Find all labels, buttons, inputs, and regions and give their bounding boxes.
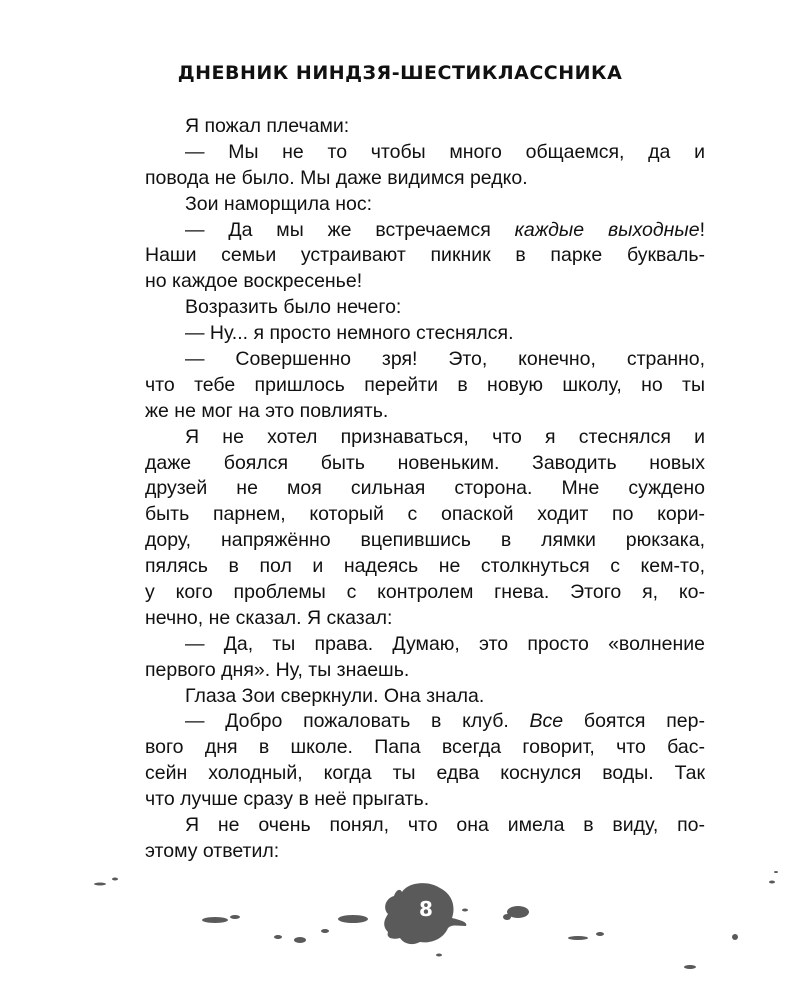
text-run: ! [699,218,705,241]
text-run: же не мог на это повлиять. [145,399,389,422]
page-number: 8 [419,897,433,921]
text-run: Глаза Зои сверкнули. Она знала. [185,684,485,707]
text-line [145,218,705,244]
text-run: Зои наморщила нос: [185,192,373,215]
text-run: вого дня в школе. Папа всегда говорит, что бас- [145,736,705,759]
text-run: — Мы не то чтобы много общаемся, да и [185,140,705,163]
text-line [145,243,705,269]
ink-dot [568,936,588,940]
ink-dot [436,954,442,957]
text-run: друзей не моя сильная сторона. Мне суждено [145,477,705,500]
ink-dot [321,929,329,933]
text-run: — Ну... я просто немного стеснялся. [185,322,514,345]
ink-dot [112,878,118,881]
text-run: у кого проблемы с контролем гнева. Этого я, ко- [145,581,705,604]
ink-dot [462,909,468,912]
ink-dot [769,881,775,884]
text-line [145,606,705,632]
text-run: Я не очень понял, что она имела в виду, по- [185,814,705,837]
running-header: ДНЕВНИК НИНДЗЯ-ШЕСТИКЛАССНИКА [177,62,623,84]
text-line [145,735,705,761]
text-run: что лучше сразу в неё прыгать. [145,788,430,811]
text-run: даже боялся быть новеньким. Заводить новых [145,451,705,474]
text-run: быть парнем, который с опаской ходит по кори- [145,503,705,526]
text-line [145,295,705,321]
text-line [145,140,705,166]
ink-dot [596,932,604,936]
text-line [145,399,705,425]
text-line [145,709,705,735]
text-run: Наши семьи устраивают пикник в парке букваль- [145,244,705,267]
ink-dot [503,914,511,920]
ink-dot [202,917,228,923]
text-line [145,425,705,451]
ink-dot [732,934,738,940]
text-line [145,321,705,347]
text-run: сейн холодный, когда ты едва коснулся воды. Так [145,762,705,785]
text-line [145,787,705,813]
text-run: первого дня». Ну, ты знаешь. [145,658,410,681]
text-run: повода не было. Мы даже видимся редко. [145,166,528,189]
text-line [145,269,705,295]
text-line [145,451,705,477]
text-run: — Да мы же встречаемся [185,218,515,241]
text-line [145,347,705,373]
ink-dot [338,915,368,923]
text-run: — Совершенно зря! Это, конечно, странно, [185,348,705,371]
text-run: Я не хотел признаваться, что я стеснялся и [185,425,705,448]
text-run: Я пожал плечами: [185,115,350,137]
text-line [145,502,705,528]
text-line [145,632,705,658]
ink-dot [774,871,778,873]
ink-dot [94,883,106,886]
text-line [145,476,705,502]
text-run: этому ответил: [145,839,280,862]
italic-text: Все [529,710,564,733]
ink-dot [684,965,696,969]
text-line [145,684,705,710]
text-run: что тебе пришлось перейти в новую школу, но ты [145,373,705,396]
body-text [145,114,705,865]
italic-text: каждые выходные [514,218,700,241]
text-line [145,813,705,839]
text-line [145,192,705,218]
text-line [145,580,705,606]
ink-dot [274,935,282,939]
ink-splatter-decoration [0,860,800,1000]
text-run: Возразить было нечего: [185,296,402,319]
text-line [145,166,705,192]
text-line [145,761,705,787]
text-run: нечно, не сказал. Я сказал: [145,606,393,629]
text-run: но каждое воскресенье! [145,270,363,293]
text-line [145,554,705,580]
text-run: — Да, ты права. Думаю, это просто «волнение [185,632,705,655]
text-line [145,114,705,140]
text-run: дору, напряжённо вцепившись в лямки рюкзака, [145,529,705,552]
text-run: — Добро пожаловать в клуб. [185,710,530,733]
text-run: пялясь в пол и надеясь не столкнуться с кем-то, [145,555,705,578]
ink-dot [230,915,240,919]
text-line [145,528,705,554]
text-run: боятся пер- [563,710,705,733]
ink-dot [294,937,306,943]
text-line [145,658,705,684]
text-line [145,373,705,399]
